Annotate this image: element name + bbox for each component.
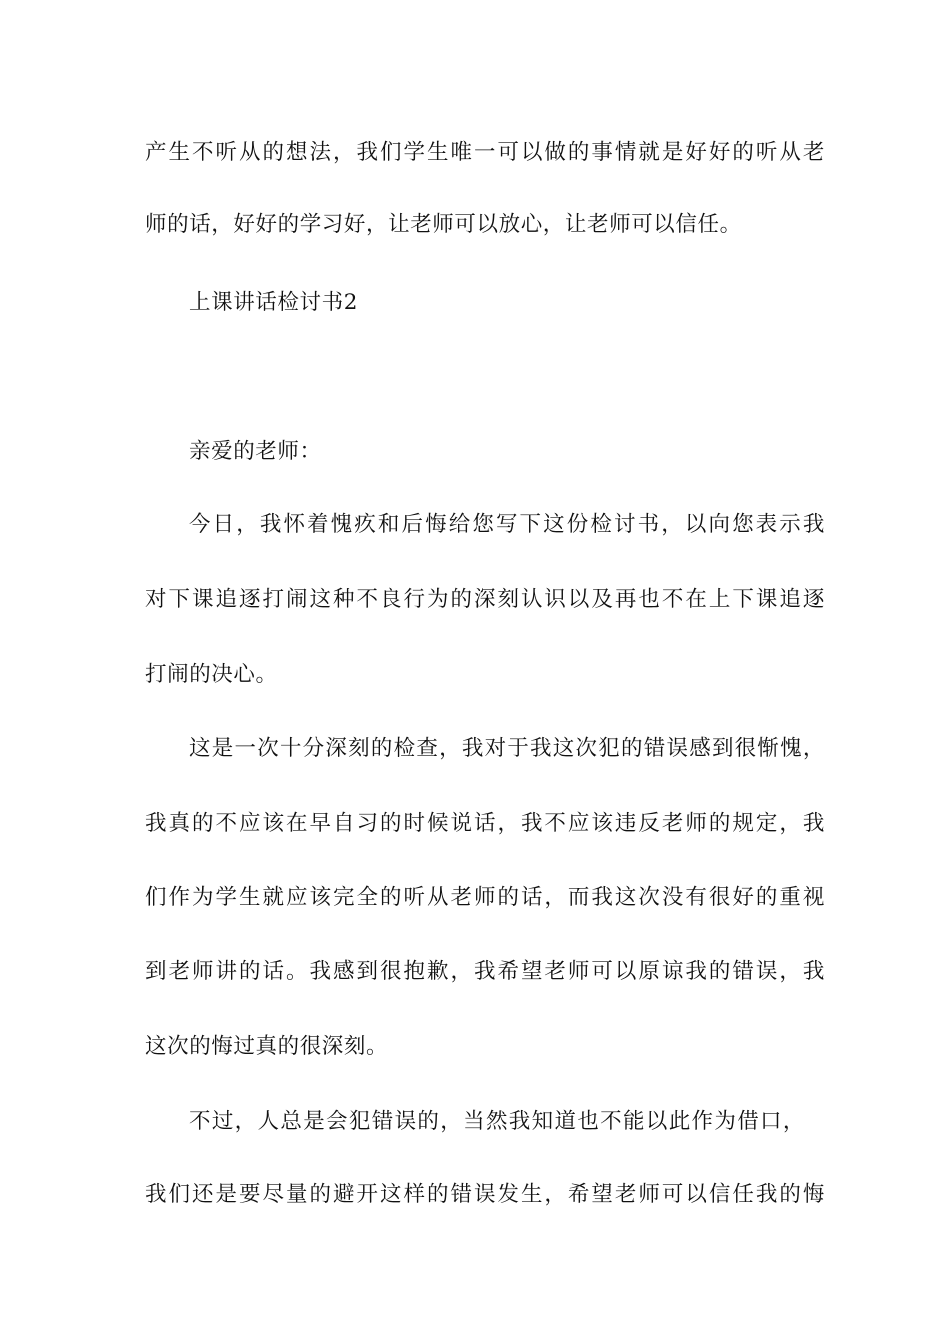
text-line: 今日，我怀着愧疚和后悔给您写下这份检讨书，以向您表示我 xyxy=(189,512,825,537)
section-heading: 上课讲话检讨书2 xyxy=(189,290,358,315)
text-line: 对下课追逐打闹这种不良行为的深刻认识以及再也不在上下课追逐 xyxy=(145,587,825,612)
text-line: 不过，人总是会犯错误的，当然我知道也不能以此作为借口， xyxy=(189,1109,805,1134)
text-line: 这次的悔过真的很深刻。 xyxy=(145,1034,389,1059)
text-line: 我们还是要尽量的避开这样的错误发生，希望老师可以信任我的悔 xyxy=(145,1182,825,1207)
text-line: 师的话，好好的学习好，让老师可以放心，让老师可以信任。 xyxy=(145,212,742,237)
text-line: 我真的不应该在早自习的时候说话，我不应该违反老师的规定，我 xyxy=(145,811,825,836)
text-line: 产生不听从的想法，我们学生唯一可以做的事情就是好好的听从老 xyxy=(145,140,825,165)
text-line: 打闹的决心。 xyxy=(145,662,278,687)
text-line: 这是一次十分深刻的检查，我对于我这次犯的错误感到很惭愧， xyxy=(189,736,825,761)
text-line: 们作为学生就应该完全的听从老师的话，而我这次没有很好的重视 xyxy=(145,885,825,910)
salutation: 亲爱的老师： xyxy=(189,439,322,464)
text-line: 到老师讲的话。我感到很抱歉，我希望老师可以原谅我的错误，我 xyxy=(145,959,825,984)
